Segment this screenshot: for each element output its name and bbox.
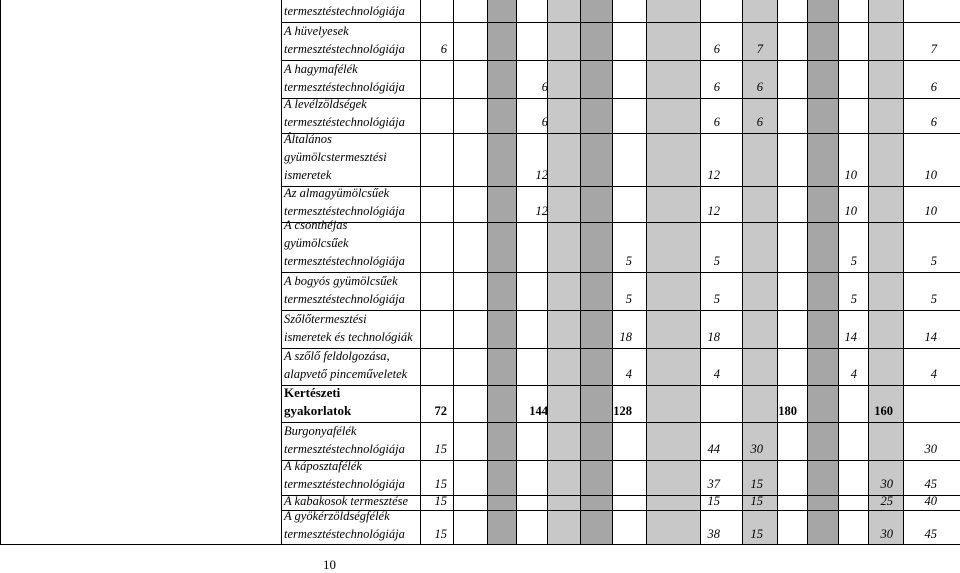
- table-cell-value: 12: [707, 168, 720, 182]
- table-cell-value: 10: [844, 204, 857, 218]
- table-cell-value: 5: [625, 254, 632, 268]
- table-cell-value: 5: [850, 292, 857, 306]
- table-cell-value: 4: [930, 367, 937, 381]
- table-cell-value: 128: [613, 404, 632, 418]
- row-label: A csonthéjas: [284, 218, 348, 232]
- row-label: termesztéstechnológiája: [284, 115, 405, 129]
- table-cell-value: 6: [541, 115, 548, 129]
- table-cell-value: 7: [930, 42, 937, 56]
- row-label: A szőlő feldolgozása,: [284, 349, 390, 363]
- table-cell-value: 12: [535, 204, 548, 218]
- row-label: termesztéstechnológiája: [284, 477, 405, 491]
- table-cell-value: 15: [750, 527, 763, 541]
- table-cell-value: 160: [874, 404, 893, 418]
- table-cell-value: 45: [924, 527, 937, 541]
- table-cell-value: 5: [850, 254, 857, 268]
- table-cell-value: 15: [434, 477, 447, 491]
- table-cell-value: 45: [924, 477, 937, 491]
- table-cell-value: 7: [756, 42, 763, 56]
- table-cell-value: 144: [529, 404, 548, 418]
- table-cell-value: 5: [713, 292, 720, 306]
- table-cell-value: 14: [924, 330, 937, 344]
- table-cell-value: 180: [778, 404, 797, 418]
- row-label: termesztéstechnológiája: [284, 4, 405, 18]
- table-cell-value: 40: [924, 494, 937, 508]
- row-label: gyümölcstermesztési: [284, 150, 387, 164]
- table-cell-value: 18: [619, 330, 632, 344]
- row-label: ismeretek és technológiák: [284, 330, 413, 344]
- table-cell-value: 6: [713, 80, 720, 94]
- row-label: ismeretek: [284, 168, 332, 182]
- row-label: Általános: [284, 132, 332, 146]
- table-cell-value: 5: [930, 254, 937, 268]
- table-cell-value: 15: [434, 442, 447, 456]
- row-label: A gyökérzöldségfélék: [284, 509, 390, 523]
- row-label: termesztéstechnológiája: [284, 292, 405, 306]
- row-label: Szőlőtermesztési: [284, 312, 367, 326]
- row-label: alapvető pinceműveletek: [284, 367, 408, 381]
- row-label: Kertészeti: [284, 385, 341, 400]
- table-cell-value: 6: [541, 80, 548, 94]
- table-cell-value: 10: [924, 168, 937, 182]
- table-cell-value: 6: [930, 80, 937, 94]
- table-cell-value: 6: [756, 80, 763, 94]
- table-cell-value: 6: [930, 115, 937, 129]
- row-label: termesztéstechnológiája: [284, 254, 405, 268]
- row-label: gyakorlatok: [284, 403, 352, 418]
- table-cell-value: 4: [625, 367, 632, 381]
- table-cell-value: 15: [434, 494, 447, 508]
- row-label: Az almagyümölcsűek: [284, 186, 390, 200]
- row-label: gyümölcsűek: [284, 236, 349, 250]
- table-cell-value: 4: [850, 367, 857, 381]
- table-cell-value: 15: [707, 494, 720, 508]
- row-label: termesztéstechnológiája: [284, 442, 405, 456]
- table-cell-value: 6: [713, 42, 720, 56]
- table-cell-value: 5: [930, 292, 937, 306]
- row-label: A hüvelyesek: [284, 24, 349, 38]
- table-cell-value: 10: [924, 204, 937, 218]
- table-cell-value: 6: [713, 115, 720, 129]
- table-cell-value: 72: [434, 404, 447, 418]
- row-label: A káposztafélék: [284, 459, 362, 473]
- table-cell-value: 25: [880, 494, 893, 508]
- table-cell-value: 30: [924, 442, 937, 456]
- table-cell-value: 44: [707, 442, 720, 456]
- table-cell-value: 37: [707, 477, 720, 491]
- row-label: A kabakosok termesztése: [284, 494, 409, 508]
- table-cell-value: 5: [625, 292, 632, 306]
- table-cell-value: 38: [707, 527, 720, 541]
- table-cell-value: 4: [713, 367, 720, 381]
- row-label: termesztéstechnológiája: [284, 42, 405, 56]
- table-cell-value: 6: [756, 115, 763, 129]
- table-cell-value: 12: [535, 168, 548, 182]
- table-cell-value: 30: [880, 477, 893, 491]
- table-cell-value: 15: [750, 494, 763, 508]
- table-cell-value: 15: [750, 477, 763, 491]
- page-number: 10: [323, 557, 336, 572]
- row-label: Burgonyafélék: [284, 424, 357, 438]
- row-label: A levélzöldségek: [284, 97, 367, 111]
- row-label: termesztéstechnológiája: [284, 204, 405, 218]
- row-label: A hagymafélék: [284, 62, 358, 76]
- table-cell-value: 5: [713, 254, 720, 268]
- table-cell-value: 10: [844, 168, 857, 182]
- table-cell-value: 15: [434, 527, 447, 541]
- table-cell-value: 6: [440, 42, 447, 56]
- table-cell-value: 18: [707, 330, 720, 344]
- table-cell-value: 14: [844, 330, 857, 344]
- row-label: A bogyós gyümölcsűek: [284, 274, 398, 288]
- table-cell-value: 12: [707, 204, 720, 218]
- table-cell-value: 30: [880, 527, 893, 541]
- row-label: termesztéstechnológiája: [284, 80, 405, 94]
- row-label: termesztéstechnológiája: [284, 527, 405, 541]
- page-bottom-border: [0, 544, 960, 545]
- table-cell-value: 30: [750, 442, 763, 456]
